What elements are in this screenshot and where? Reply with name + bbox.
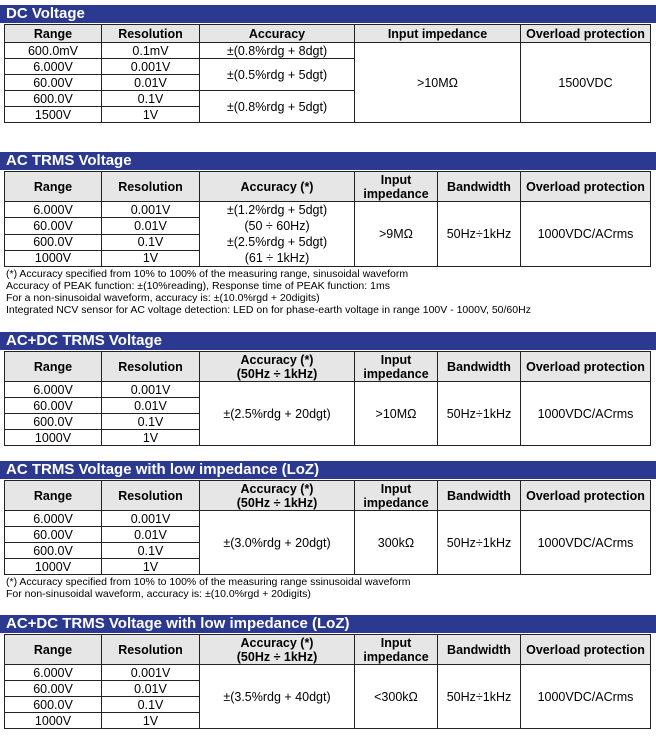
ac-loz-section — [0, 461, 656, 600]
table-row — [5, 43, 651, 59]
resolution-cell: 0.001V — [102, 511, 200, 527]
acdc-loz-table — [4, 634, 651, 729]
header-accuracy-line: Accuracy (*) — [240, 635, 314, 650]
impedance-cell: <300kΩ — [355, 665, 438, 729]
bandwidth-cell: 50Hz÷1kHz — [438, 382, 521, 446]
header-overload-protection: Overload protection — [521, 635, 651, 665]
footnote: Accuracy of PEAK function: ±(10%reading), Response time of PEAK function: 1ms — [6, 280, 390, 292]
footnote: (*) Accuracy specified from 10% to 100% of the measuring range, sinusoidal waveform — [6, 268, 409, 280]
ac-loz-table — [4, 480, 651, 575]
header-overload-protection: Overload protection — [521, 352, 651, 382]
protection-cell: 1000VDC/ACrms — [521, 511, 651, 575]
resolution-cell: 0.1V — [102, 91, 200, 107]
ac-trms-table — [4, 171, 651, 267]
resolution-cell: 0.1mV — [102, 43, 200, 59]
accuracy-line: (50 ÷ 60Hz) — [244, 219, 310, 233]
accuracy-cell: ±(0.8%rdg + 5dgt) — [200, 91, 355, 123]
table-row — [5, 382, 651, 398]
header-range: Range — [5, 25, 102, 43]
impedance-cell: >10MΩ — [355, 382, 438, 446]
resolution-cell: 1V — [102, 250, 200, 266]
header-input-impedance: Input impedance — [355, 25, 521, 43]
header-accuracy — [200, 481, 355, 511]
header-bandwidth: Bandwidth — [438, 172, 521, 202]
accuracy-cell: ±(3.0%rdg + 20dgt) — [200, 511, 355, 575]
header-accuracy-line: (50Hz ÷ 1kHz) — [236, 495, 318, 510]
resolution-cell: 0.1V — [102, 234, 200, 250]
header-accuracy-line: (50Hz ÷ 1kHz) — [236, 366, 318, 381]
header-resolution: Resolution — [102, 172, 200, 202]
header-overload-protection: Overload protection — [521, 172, 651, 202]
header-input-impedance: Input impedance — [355, 481, 438, 511]
section-title: AC TRMS Voltage with low impedance (LoZ) — [0, 461, 656, 479]
header-input-impedance: Input impedance — [355, 352, 438, 382]
header-accuracy: Accuracy — [200, 25, 355, 43]
section-title: AC+DC TRMS Voltage — [0, 332, 656, 350]
bandwidth-cell: 50Hz÷1kHz — [438, 202, 521, 267]
range-cell: 60.00V — [5, 218, 102, 234]
accuracy-line: ±(2.5%rdg + 5dgt) — [226, 235, 328, 249]
resolution-cell: 0.01V — [102, 527, 200, 543]
range-cell: 6.000V — [5, 511, 102, 527]
accuracy-line: (61 ÷ 1kHz) — [244, 251, 310, 265]
protection-cell: 1000VDC/ACrms — [521, 202, 651, 267]
bandwidth-cell: 50Hz÷1kHz — [438, 511, 521, 575]
header-input-impedance: Input impedance — [355, 172, 438, 202]
dc-voltage-table — [4, 24, 651, 123]
acdc-trms-section — [0, 332, 656, 445]
protection-cell: 1500VDC — [521, 43, 651, 123]
acdc-loz-section — [0, 615, 656, 728]
resolution-cell: 0.1V — [102, 543, 200, 559]
header-resolution: Resolution — [102, 352, 200, 382]
range-cell: 60.00V — [5, 527, 102, 543]
range-cell: 6.000V — [5, 59, 102, 75]
accuracy-cell — [200, 202, 355, 267]
header-resolution: Resolution — [102, 25, 200, 43]
range-cell: 600.0V — [5, 91, 102, 107]
resolution-cell: 1V — [102, 430, 200, 446]
footnote: For a non-sinusoidal waveform, accuracy is: ±(10.0%rgd + 20digits) — [6, 292, 320, 304]
table-row — [5, 665, 651, 681]
header-overload-protection: Overload protection — [521, 481, 651, 511]
range-cell: 1000V — [5, 713, 102, 729]
resolution-cell: 0.1V — [102, 414, 200, 430]
impedance-cell: >9MΩ — [355, 202, 438, 267]
accuracy-cell: ±(0.8%rdg + 8dgt) — [200, 43, 355, 59]
header-range: Range — [5, 635, 102, 665]
range-cell: 60.00V — [5, 398, 102, 414]
resolution-cell: 0.001V — [102, 59, 200, 75]
range-cell: 6.000V — [5, 665, 102, 681]
header-range: Range — [5, 352, 102, 382]
footnote: (*) Accuracy specified from 10% to 100% of the measuring range ssinusoidal waveform — [6, 576, 411, 588]
resolution-cell: 0.1V — [102, 697, 200, 713]
resolution-cell: 0.01V — [102, 218, 200, 234]
resolution-cell: 1V — [102, 559, 200, 575]
table-row — [5, 202, 651, 218]
section-title: DC Voltage — [0, 5, 656, 23]
footnote: For non-sinusoidal waveform, accuracy is: ±(10.0%rgd + 20digits) — [6, 588, 311, 600]
impedance-cell: >10MΩ — [355, 43, 521, 123]
range-cell: 60.00V — [5, 75, 102, 91]
accuracy-cell: ±(3.5%rdg + 40dgt) — [200, 665, 355, 729]
acdc-trms-table — [4, 351, 651, 446]
header-bandwidth: Bandwidth — [438, 481, 521, 511]
header-resolution: Resolution — [102, 635, 200, 665]
header-overload-protection: Overload protection — [521, 25, 651, 43]
dc-voltage-section — [0, 5, 656, 122]
header-accuracy: Accuracy (*) — [200, 172, 355, 202]
resolution-cell: 0.001V — [102, 665, 200, 681]
resolution-cell: 0.01V — [102, 75, 200, 91]
header-range: Range — [5, 172, 102, 202]
resolution-cell: 1V — [102, 713, 200, 729]
accuracy-cell: ±(0.5%rdg + 5dgt) — [200, 59, 355, 91]
table-row — [5, 511, 651, 527]
range-cell: 600.0V — [5, 414, 102, 430]
protection-cell: 1000VDC/ACrms — [521, 382, 651, 446]
range-cell: 1000V — [5, 250, 102, 266]
range-cell: 1000V — [5, 559, 102, 575]
range-cell: 60.00V — [5, 681, 102, 697]
resolution-cell: 0.001V — [102, 382, 200, 398]
range-cell: 600.0V — [5, 234, 102, 250]
resolution-cell: 0.001V — [102, 202, 200, 218]
range-cell: 6.000V — [5, 382, 102, 398]
header-resolution: Resolution — [102, 481, 200, 511]
header-range: Range — [5, 481, 102, 511]
section-title: AC TRMS Voltage — [0, 152, 656, 170]
resolution-cell: 0.01V — [102, 681, 200, 697]
range-cell: 1500V — [5, 107, 102, 123]
accuracy-line: ±(1.2%rdg + 5dgt) — [226, 203, 328, 217]
header-accuracy-line: (50Hz ÷ 1kHz) — [236, 649, 318, 664]
range-cell: 600.0V — [5, 697, 102, 713]
resolution-cell: 0.01V — [102, 398, 200, 414]
ac-trms-section — [0, 152, 656, 316]
range-cell: 1000V — [5, 430, 102, 446]
footnote: Integrated NCV sensor for AC voltage detection: LED on for phase-earth voltage in range 100V - 1000V, 50/60Hz — [6, 304, 531, 316]
header-accuracy-line: Accuracy (*) — [240, 352, 314, 367]
range-cell: 6.000V — [5, 202, 102, 218]
header-accuracy-line: Accuracy (*) — [240, 481, 314, 496]
section-title: AC+DC TRMS Voltage with low impedance (LoZ) — [0, 615, 656, 633]
header-bandwidth: Bandwidth — [438, 352, 521, 382]
accuracy-cell: ±(2.5%rdg + 20dgt) — [200, 382, 355, 446]
protection-cell: 1000VDC/ACrms — [521, 665, 651, 729]
header-accuracy — [200, 352, 355, 382]
header-input-impedance: Input impedance — [355, 635, 438, 665]
header-accuracy — [200, 635, 355, 665]
impedance-cell: 300kΩ — [355, 511, 438, 575]
resolution-cell: 1V — [102, 107, 200, 123]
bandwidth-cell: 50Hz÷1kHz — [438, 665, 521, 729]
range-cell: 600.0mV — [5, 43, 102, 59]
range-cell: 600.0V — [5, 543, 102, 559]
header-bandwidth: Bandwidth — [438, 635, 521, 665]
